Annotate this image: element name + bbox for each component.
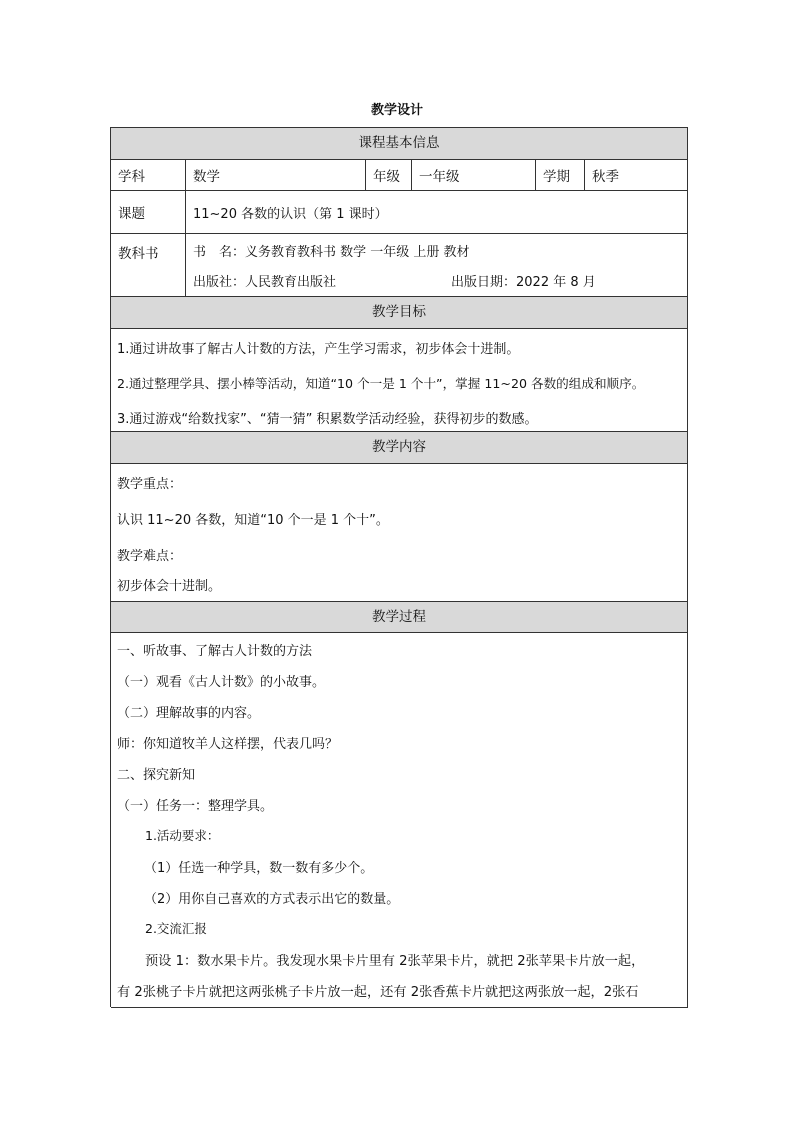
topic-label: 课题 — [111, 191, 186, 233]
process-body — [111, 633, 688, 1008]
difficulty-label: 教学难点： — [117, 549, 183, 564]
key-point-text: 认识 11~20 各数，知道“10 个一是 1 个十”。 — [117, 513, 389, 528]
objectives-header: 教学目标 — [111, 297, 688, 329]
key-point-label: 教学重点： — [117, 477, 183, 492]
process-line: 一、听故事、了解古人计数的方法 — [117, 644, 313, 659]
content-text — [111, 464, 688, 601]
topic-value: 11~20 各数的认识（第 1 课时） — [186, 191, 688, 233]
term-value: 秋季 — [585, 160, 688, 190]
document-title: 教学设计 — [370, 103, 423, 118]
difficulty-text: 初步体会十进制。 — [117, 579, 222, 594]
publisher: 出版社：人民教育出版社 — [193, 275, 337, 290]
textbook-row — [111, 234, 688, 297]
publish-date: 出版日期：2022 年 8 月 — [451, 275, 596, 290]
process-line: 1.活动要求： — [145, 828, 220, 843]
subject-row — [111, 160, 688, 191]
subject-label: 学科 — [111, 160, 186, 190]
content-body — [111, 464, 688, 602]
lesson-plan-table — [110, 127, 688, 1007]
subject-value: 数学 — [186, 160, 366, 190]
textbook-label: 教科书 — [111, 234, 186, 296]
process-line: （1）任选一种学具，数一数有多少个。 — [144, 861, 374, 876]
process-line: （二）理解故事的内容。 — [117, 706, 261, 721]
grade-label: 年级 — [366, 160, 412, 190]
process-line: 二、探究新知 — [117, 768, 196, 783]
process-header: 教学过程 — [111, 602, 688, 633]
textbook-value — [186, 234, 688, 296]
process-line: 预设 1：数水果卡片。我发现水果卡片里有 2张苹果卡片，就把 2张苹果卡片放一起， — [145, 954, 645, 969]
process-line: 2.交流汇报 — [145, 921, 207, 936]
objectives-list — [111, 329, 688, 431]
process-line: （一）任务一：整理学具。 — [117, 799, 274, 814]
grade-value: 一年级 — [412, 160, 536, 190]
content-header: 教学内容 — [111, 432, 688, 464]
basic-info-header: 课程基本信息 — [111, 128, 688, 160]
term-label: 学期 — [536, 160, 585, 190]
process-text — [111, 633, 688, 1008]
objective-item: 3.通过游戏“给数找家”、“猜一猜” 积累数学活动经验，获得初步的数感。 — [117, 412, 538, 427]
objective-item: 2.通过整理学具、摆小棒等活动，知道“10 个一是 1 个十”，掌握 11~20 各数的组成和顺序。 — [117, 376, 645, 391]
topic-row — [111, 191, 688, 234]
process-line: （一）观看《古人计数》的小故事。 — [117, 675, 326, 690]
book-name: 书 名：义务教育教科书 数学 一年级 上册 教材 — [193, 245, 470, 260]
objective-item: 1.通过讲故事了解古人计数的方法，产生学习需求，初步体会十进制。 — [117, 342, 520, 357]
process-line: 师：你知道牧羊人这样摆，代表几吗？ — [117, 737, 339, 752]
objectives-body — [111, 329, 688, 432]
process-line: 有 2张桃子卡片就把这两张桃子卡片放一起，还有 2张香蕉卡片就把这两张放一起，2张石 — [117, 985, 639, 1000]
process-line: （2）用你自己喜欢的方式表示出它的数量。 — [144, 892, 400, 907]
